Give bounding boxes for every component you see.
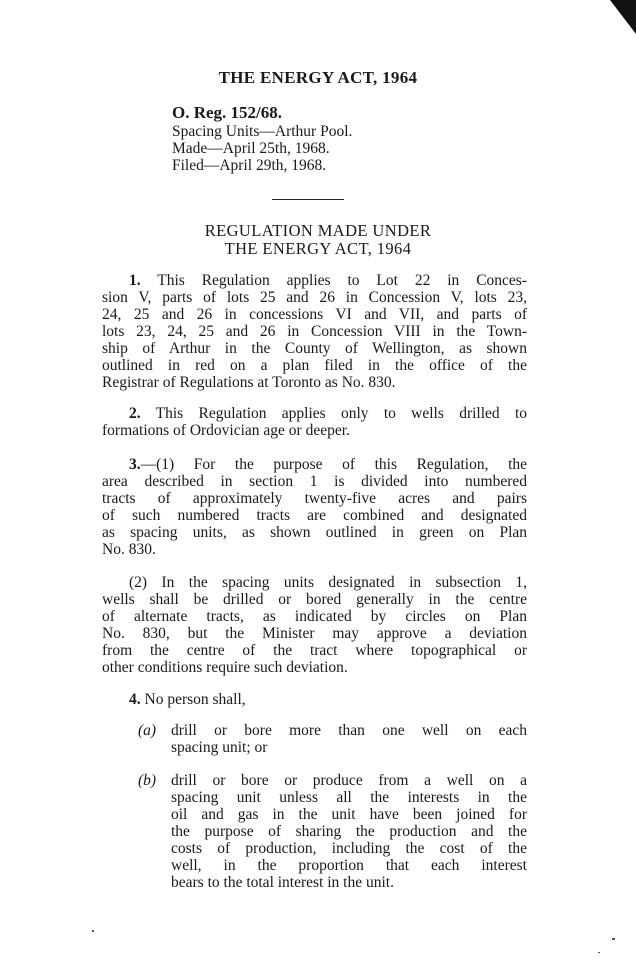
section-4-line: 4. No person shall, bbox=[129, 691, 246, 708]
clause-b-line: bears to the total interest in the unit. bbox=[171, 874, 394, 891]
regulation-info bbox=[172, 104, 352, 174]
section-3-subsection-1 bbox=[102, 456, 527, 558]
page-title: THE ENERGY ACT, 1964 bbox=[218, 68, 418, 87]
section-1-line: 24, 25 and 26 in concessions VI and VII, and parts of bbox=[102, 306, 527, 323]
clause-a-label: (a) bbox=[138, 722, 157, 739]
section-3-2-line: of alternate tracts, as indicated by circles on Plan bbox=[102, 608, 527, 625]
section-2 bbox=[102, 405, 527, 439]
clause-a-line: spacing unit; or bbox=[171, 739, 268, 756]
section-1-number: 1. bbox=[129, 272, 141, 289]
section-3-2-line: (2) In the spacing units designated in subsection 1, bbox=[129, 574, 527, 591]
section-3-2-line: from the centre of the tract where topographical or bbox=[102, 642, 527, 659]
section-1-line: Registrar of Regulations at Toronto as No. 830. bbox=[102, 374, 396, 391]
clause-b-label: (b) bbox=[138, 772, 157, 789]
clause-b-line: oil and gas in the unit have been joined for bbox=[171, 806, 527, 823]
section-1-line: lots 23, 24, 25 and 26 in Concession VIII in the Town- bbox=[102, 323, 527, 340]
section-1 bbox=[102, 272, 527, 391]
scan-speck bbox=[598, 952, 600, 953]
page-corner-fold-mark bbox=[604, 0, 636, 34]
section-2-line: 2. This Regulation applies only to wells drilled to bbox=[129, 405, 527, 422]
regulation-heading bbox=[0, 222, 636, 258]
section-2-number: 2. bbox=[129, 405, 141, 422]
section-3-line: of such numbered tracts are combined and designated bbox=[102, 507, 527, 524]
section-3-line: 3.—(1) For the purpose of this Regulation, the bbox=[129, 456, 527, 473]
section-3-line: area described in section 1 is divided into numbered bbox=[102, 473, 527, 490]
section-3-2-line: No. 830, but the Minister may approve a deviation bbox=[102, 625, 527, 642]
section-1-line: 1. This Regulation applies to Lot 22 in Conces- bbox=[129, 272, 527, 289]
regulation-subject: Spacing Units—Arthur Pool. bbox=[172, 123, 353, 140]
section-1-line: outlined in red on a plan filed in the office of the bbox=[102, 357, 527, 374]
clause-b-line: well, in the proportion that each interest bbox=[171, 857, 527, 874]
heading-line-1: REGULATION MADE UNDER bbox=[204, 221, 432, 240]
section-4-number: 4. bbox=[129, 691, 141, 708]
clause-a-line: drill or bore more than one well on each bbox=[171, 722, 527, 739]
section-4-clause-a bbox=[138, 722, 527, 756]
section-3-line: as spacing units, as shown outlined in green on Plan bbox=[102, 524, 527, 541]
clause-b-line: the purpose of sharing the production and the bbox=[171, 823, 527, 840]
scan-speck bbox=[92, 930, 94, 932]
clause-b-line: costs of production, including the cost of the bbox=[171, 840, 527, 857]
section-3-2-line: wells shall be drilled or bored generally in the centre bbox=[102, 591, 527, 608]
regulation-filed-date: Filed—April 29th, 1968. bbox=[172, 157, 327, 174]
section-3-line: No. 830. bbox=[102, 541, 156, 558]
section-3-number: 3. bbox=[129, 456, 141, 473]
heading-line-2: THE ENERGY ACT, 1964 bbox=[224, 239, 412, 258]
section-4-clause-b bbox=[138, 772, 527, 891]
section-1-line: sion V, parts of lots 25 and 26 in Concession V, lots 23, bbox=[102, 289, 527, 306]
section-divider bbox=[272, 199, 344, 200]
regulation-made-date: Made—April 25th, 1968. bbox=[172, 140, 330, 157]
regulation-number: O. Reg. 152/68. bbox=[172, 103, 283, 122]
section-2-line: formations of Ordovician age or deeper. bbox=[102, 422, 350, 439]
scan-speck bbox=[612, 938, 615, 940]
section-3-line: tracts of approximately twenty-five acres and pairs bbox=[102, 490, 527, 507]
section-3-subsection-2 bbox=[102, 574, 527, 676]
clause-b-line: drill or bore or produce from a well on a bbox=[171, 772, 527, 789]
section-4-intro bbox=[102, 691, 527, 708]
section-1-line: ship of Arthur in the County of Wellington, as shown bbox=[102, 340, 527, 357]
clause-b-line: spacing unit unless all the interests in the bbox=[171, 789, 527, 806]
section-3-2-line: other conditions require such deviation. bbox=[102, 659, 348, 676]
